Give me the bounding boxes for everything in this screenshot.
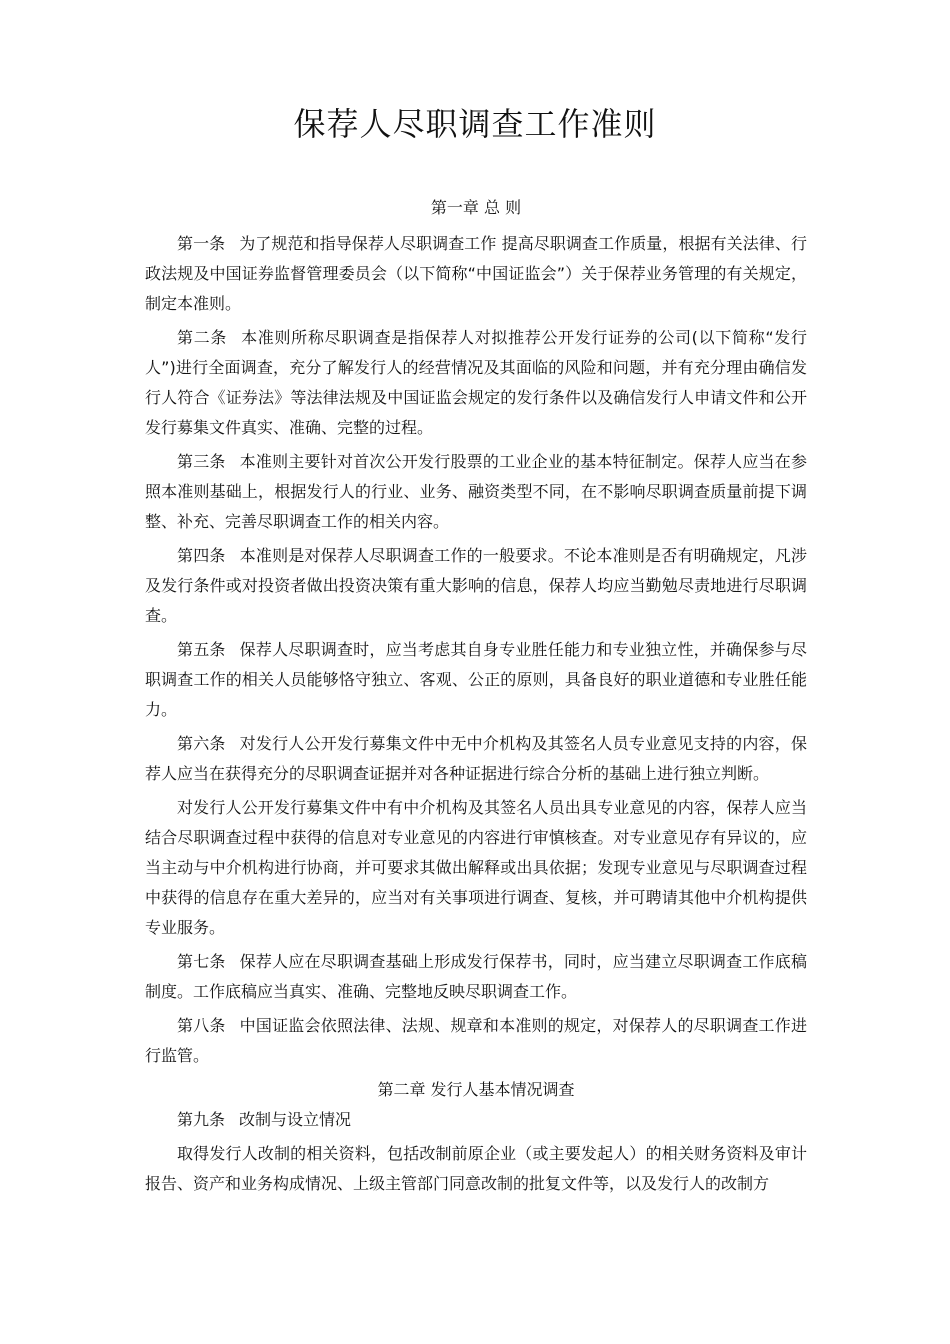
article-text: 中国证监会依照法律、法规、规章和本准则的规定，对保荐人的尽职调查工作进行监管。 (145, 1016, 807, 1065)
article-label: 第八条 (177, 1016, 226, 1035)
document-body (145, 193, 807, 1203)
article-3 (145, 447, 807, 537)
article-6-continued: 对发行人公开发行募集文件中有中介机构及其签名人员出具专业意见的内容，保荐人应当结合尽职调查过程中获得的信息对专业意见的内容进行审慎核查。对专业意见存有异议的，应当主动与中介机构进行协商，并可要求其做出解释或出具依据；发现专业意见与尽职调查过程中获得的信息存在重大差异的，应当对有关事项进行调查、复核，并可聘请其他中介机构提供专业服务。 (145, 798, 807, 937)
article-5 (145, 635, 807, 725)
chapter-heading-1: 第一章 总 则 (430, 198, 522, 217)
article-text: 改制与设立情况 (239, 1110, 352, 1129)
article-4 (145, 541, 807, 631)
article-label: 第三条 (177, 452, 226, 471)
article-2 (145, 323, 807, 443)
article-text: 保荐人尽职调查时，应当考虑其自身专业胜任能力和专业独立性，并确保参与尽职调查工作的相关人员能够恪守独立、客观、公正的原则，具备良好的职业道德和专业胜任能力。 (145, 640, 807, 719)
article-9-body: 取得发行人改制的相关资料，包括改制前原企业（或主要发起人）的相关财务资料及审计报告、资产和业务构成情况、上级主管部门同意改制的批复文件等，以及发行人的改制方 (145, 1144, 807, 1193)
article-6 (145, 729, 807, 789)
article-label: 第五条 (177, 640, 226, 659)
article-text: 对发行人公开发行募集文件中无中介机构及其签名人员专业意见支持的内容，保荐人应当在获得充分的尽职调查证据并对各种证据进行综合分析的基础上进行独立判断。 (145, 734, 807, 783)
article-8 (145, 1011, 807, 1071)
article-label: 第七条 (177, 952, 226, 971)
article-1 (145, 229, 807, 319)
document-title: 保荐人尽职调查工作准则 (293, 105, 657, 143)
article-text: 保荐人应在尽职调查基础上形成发行保荐书，同时，应当建立尽职调查工作底稿制度。工作底稿应当真实、准确、完整地反映尽职调查工作。 (145, 952, 807, 1001)
chapter-heading-2: 第二章 发行人基本情况调查 (377, 1080, 575, 1099)
article-9-heading (145, 1105, 807, 1135)
article-label: 第六条 (177, 734, 226, 753)
article-text: 本准则主要针对首次公开发行股票的工业企业的基本特征制定。保荐人应当在参照本准则基础上，根据发行人的行业、业务、融资类型不同，在不影响尽职调查质量前提下调整、补充、完善尽职调查工作的相关内容。 (145, 452, 807, 531)
article-label: 第一条 (177, 234, 226, 253)
article-label: 第二条 (177, 328, 228, 347)
article-text: 本准则是对保荐人尽职调查工作的一般要求。不论本准则是否有明确规定，凡涉及发行条件或对投资者做出投资决策有重大影响的信息，保荐人均应当勤勉尽责地进行尽职调查。 (145, 546, 807, 625)
article-label: 第四条 (177, 546, 226, 565)
article-7 (145, 947, 807, 1007)
article-label: 第九条 (177, 1110, 226, 1129)
article-text: 本准则所称尽职调查是指保荐人对拟推荐公开发行证券的公司(以下简称“发行人”)进行全面调查，充分了解发行人的经营情况及其面临的风险和问题，并有充分理由确信发行人符合《证券法》等法律法规及中国证监会规定的发行条件以及确信发行人申请文件和公开发行募集文件真实、准确、完整的过程。 (145, 328, 807, 437)
article-text: 为了规范和指导保荐人尽职调查工作 提高尽职调查工作质量，根据有关法律、行政法规及中国证券监督管理委员会（以下简称“中国证监会”）关于保荐业务管理的有关规定，制定本准则。 (145, 234, 807, 313)
